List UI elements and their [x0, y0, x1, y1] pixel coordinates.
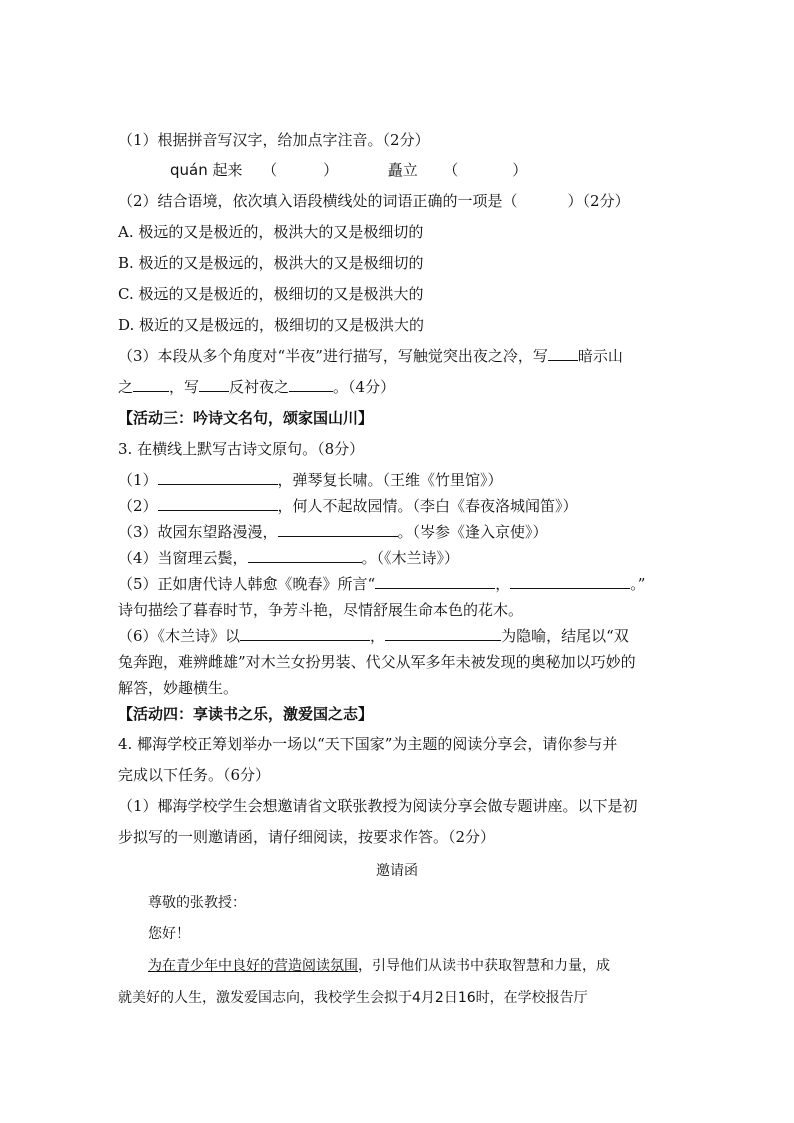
q3-item3 — [118, 522, 678, 542]
q4-line1: 4. 椰海学校正筹划举办一场以“天下国家”为主题的阅读分享会，请你参与并 — [118, 735, 618, 753]
q4-sub1-line1: （1）椰海学校学生会想邀请省文联张教授为阅读分享会做专题讲座。以下是初 — [118, 797, 638, 815]
q3-item3-post: 。（岑参《逢入京使》） — [397, 523, 548, 541]
answer-blank[interactable] — [240, 626, 370, 641]
q3-item6-line2: 兔奔跑，难辨雌雄”对木兰女扮男装、代父从军多年未被发现的奥秘加以巧妙的 — [118, 653, 636, 671]
answer-blank[interactable] — [248, 548, 362, 563]
q4-sub1-line2: 步拟写的一则邀请函，请仔细阅读，按要求作答。（2分） — [118, 828, 496, 846]
q2-sub2-prompt-text: （2）结合语境，依次填入语段横线处的词语正确的一项是（ — [118, 192, 518, 210]
letter-title: 邀请函 — [376, 863, 418, 879]
q3-item2-post: ，何人不起故园情。（李白《春夜洛城闻笛》） — [277, 497, 578, 515]
q3-item2 — [118, 496, 678, 516]
q2-sub3-text-b: 暗示山 — [577, 347, 623, 365]
q3-item6-line3: 解答，妙趣横生。 — [118, 679, 239, 697]
letter-body-line1 — [148, 956, 708, 976]
option-b: B. 极近的又是极远的，极洪大的又是极细切的 — [118, 254, 424, 272]
answer-blank[interactable] — [375, 574, 495, 589]
letter-salutation: 尊敬的张教授： — [148, 895, 246, 911]
activity3-title: 【活动三：吟诗文名句，颂家国山川】 — [118, 409, 374, 427]
q3-item6-mid: ， — [370, 627, 386, 645]
letter-body-line2: 就美好的人生，激发爱国志向，我校学生会拟于4月2日16时，在学校报告厅 — [118, 990, 588, 1006]
paren-close-2: ） — [512, 161, 528, 179]
q3-item6-pre: （6）《木兰诗》以 — [118, 627, 241, 645]
option-a: A. 极远的又是极近的，极洪大的又是极细切的 — [118, 223, 424, 241]
q2-sub1-prompt: （1）根据拼音写汉字，给加点字注音。（2分） — [118, 131, 430, 149]
option-c: C. 极远的又是极近的，极细切的又是极洪大的 — [118, 285, 424, 303]
q3-item3-pre: （3）故园东望路漫漫， — [118, 523, 278, 541]
paren-open: （ — [262, 161, 278, 179]
activity4-title: 【活动四：享读书之乐，激爱国之志】 — [118, 705, 374, 723]
paren-close: ） — [323, 161, 339, 179]
letter-underlined-phrase: 为在青少年中良好的营造阅读氛围 — [148, 958, 358, 974]
letter-body-rest: ，引导他们从读书中获取智慧和力量，成 — [358, 958, 610, 974]
q3-item1-pre: （1） — [118, 471, 158, 489]
q3-item1 — [118, 470, 678, 490]
q2-sub3-text-c: 之 — [118, 378, 134, 396]
q2-sub3-text-e: 反衬夜之 — [229, 378, 290, 396]
answer-blank[interactable] — [289, 377, 333, 392]
answer-blank[interactable] — [133, 377, 169, 392]
q3-item5-post: 。” — [630, 575, 646, 593]
q3-item2-pre: （2） — [118, 497, 158, 515]
q3-item4-pre: （4）当窗理云鬓， — [118, 549, 248, 567]
pinyin-text: quán — [170, 161, 208, 179]
q3-item6-post: 为隐喻，结尾以“双 — [501, 627, 629, 645]
q3-item5-pre: （5）正如唐代诗人韩愈《晚春》所言“ — [118, 575, 376, 593]
q3-item5 — [118, 574, 678, 594]
answer-blank[interactable] — [548, 346, 578, 361]
q3-item4 — [118, 548, 678, 568]
q3-item6 — [118, 626, 678, 646]
answer-blank[interactable] — [158, 496, 278, 511]
q3-prompt: 3. 在横线上默写古诗文原句。（8分） — [118, 440, 365, 458]
q2-sub3-line2 — [118, 377, 678, 397]
q2-sub3-line1 — [118, 346, 678, 366]
q4-line2: 完成以下任务。（6分） — [118, 766, 271, 784]
q2-sub3-text-f: 。（4分） — [333, 378, 396, 396]
word2-text: 矗立 — [387, 161, 418, 179]
answer-blank[interactable] — [199, 377, 229, 392]
answer-blank[interactable] — [158, 470, 278, 485]
q3-item5-line2: 诗句描绘了暮春时节，争芳斗艳，尽情舒展生命本色的花木。 — [118, 601, 524, 619]
q3-item5-mid: ， — [495, 575, 511, 593]
q2-sub3-text-d: ，写 — [169, 378, 200, 396]
q3-item4-post: 。（《木兰诗》） — [361, 549, 460, 567]
answer-blank[interactable] — [510, 574, 630, 589]
q2-sub2-prompt — [118, 191, 678, 211]
q3-item1-post: ，弹琴复长啸。（王维《竹里馆》） — [277, 471, 503, 489]
q2-sub1-row — [170, 160, 730, 180]
q2-sub3-text-a: （3）本段从多个角度对“半夜”进行描写，写触觉突出夜之冷，写 — [118, 347, 548, 365]
q2-sub2-prompt-end: ）（2分） — [567, 192, 630, 210]
paren-open-2: （ — [443, 161, 459, 179]
answer-blank[interactable] — [385, 626, 501, 641]
answer-blank[interactable] — [278, 522, 398, 537]
option-d: D. 极近的又是极远的，极细切的又是极洪大的 — [118, 316, 425, 334]
letter-greeting: 您好！ — [148, 926, 190, 942]
word1-text: 起来 — [212, 161, 243, 179]
